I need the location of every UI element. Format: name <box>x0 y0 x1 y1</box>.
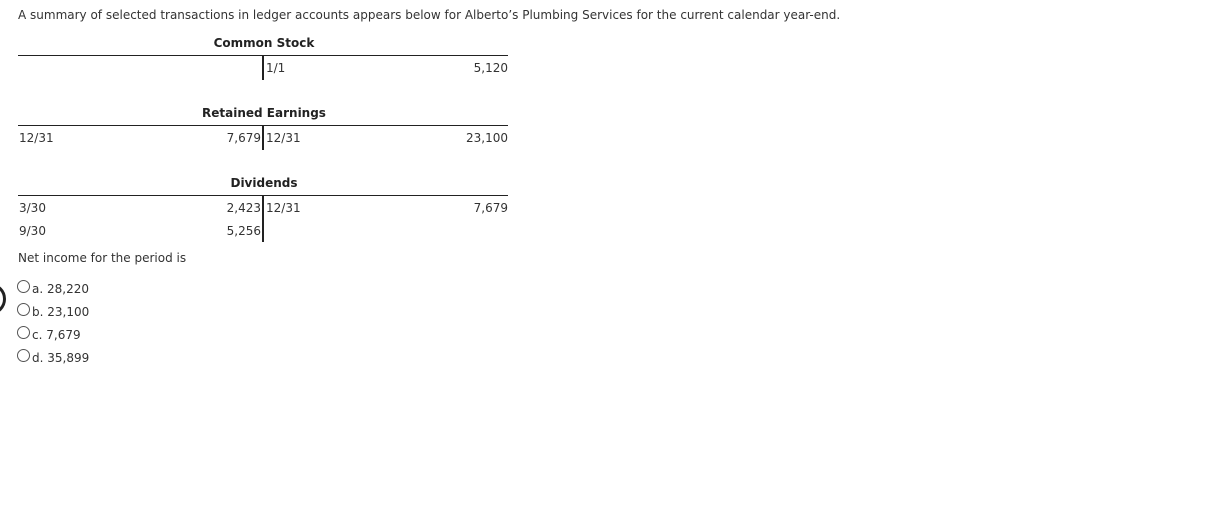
account-title: Retained Earnings <box>202 106 326 120</box>
option-value: 7,679 <box>46 328 81 342</box>
option-value: 28,220 <box>47 282 89 296</box>
debit-label: 12/31 <box>19 131 54 145</box>
radio-button[interactable] <box>17 280 30 293</box>
credit-value: 7,679 <box>473 201 508 215</box>
option-d[interactable] <box>17 347 89 370</box>
question-text: Net income for the period is <box>18 251 187 265</box>
option-text <box>32 328 81 342</box>
radio-button[interactable] <box>17 303 30 316</box>
account-divider <box>262 196 264 242</box>
credit-value: 5,120 <box>473 61 508 75</box>
option-text <box>32 282 89 296</box>
selection-cursor-ring <box>0 283 6 315</box>
option-value: 23,100 <box>47 305 90 319</box>
debit-value: 5,256 <box>226 224 261 238</box>
option-letter: d. <box>32 351 44 365</box>
debit-label: 3/30 <box>19 201 46 215</box>
option-letter: b. <box>32 305 44 319</box>
option-b[interactable] <box>17 301 89 324</box>
credit-label: 12/31 <box>266 201 301 215</box>
debit-value: 2,423 <box>226 201 261 215</box>
account-divider <box>262 126 264 150</box>
credit-label: 1/1 <box>266 61 286 75</box>
option-c[interactable] <box>17 324 89 347</box>
debit-label: 9/30 <box>19 224 46 238</box>
debit-value: 7,679 <box>226 131 261 145</box>
answer-options <box>17 278 89 370</box>
radio-button[interactable] <box>17 326 30 339</box>
credit-label: 12/31 <box>266 131 301 145</box>
option-a[interactable] <box>17 278 89 301</box>
option-value: 35,899 <box>47 351 90 365</box>
account-title: Common Stock <box>213 36 315 50</box>
radio-button[interactable] <box>17 349 30 362</box>
option-text <box>32 351 89 365</box>
credit-value: 23,100 <box>466 131 508 145</box>
intro-text: A summary of selected transactions in ledger accounts appears below for Alberto’s Plumbing Services for the current calendar year-end. <box>18 8 841 22</box>
account-divider <box>262 56 264 80</box>
option-text <box>32 305 89 319</box>
option-letter: c. <box>32 328 43 342</box>
option-letter: a. <box>32 282 44 296</box>
account-title: Dividends <box>230 176 298 190</box>
